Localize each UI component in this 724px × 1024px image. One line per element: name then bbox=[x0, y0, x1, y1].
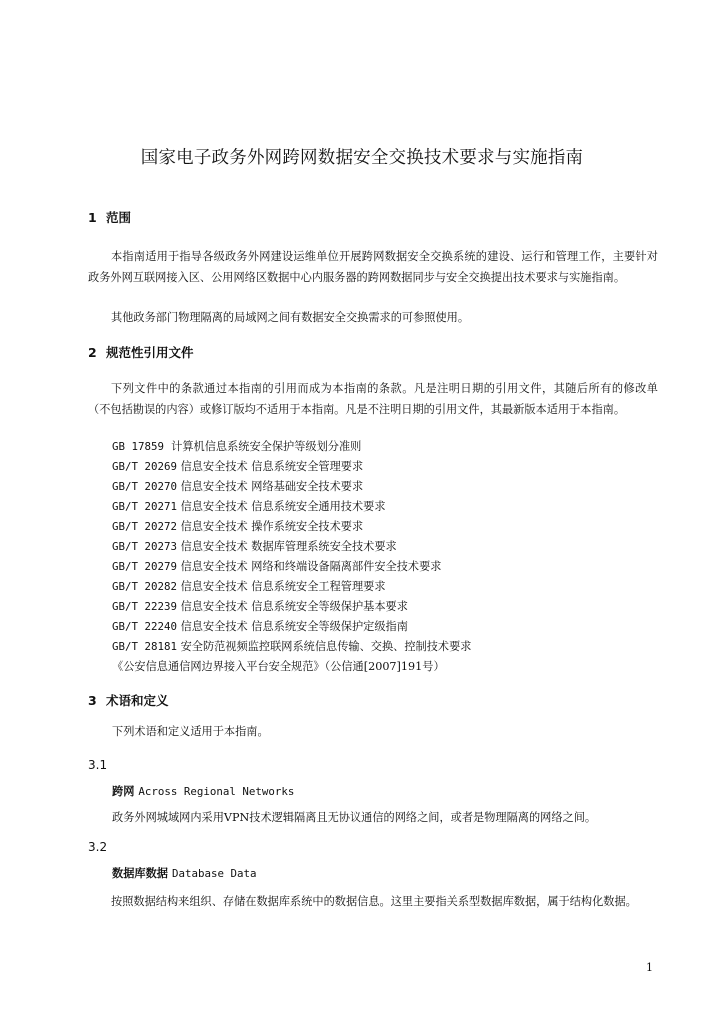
reference-item bbox=[112, 577, 386, 596]
terms-intro: 下列术语和定义适用于本指南。 bbox=[112, 725, 269, 738]
reference-name: 信息安全技术 信息系统安全等级保护基本要求 bbox=[180, 600, 408, 613]
reference-name: 信息安全技术 操作系统安全技术要求 bbox=[180, 520, 364, 533]
section-number: 2 bbox=[88, 345, 97, 360]
page-number: 1 bbox=[646, 961, 653, 974]
reference-name: 信息安全技术 数据库管理系统安全技术要求 bbox=[180, 540, 397, 553]
term-number: 3.2 bbox=[88, 840, 108, 854]
term-definition: 按照数据结构来组织、存储在数据库系统中的数据信息。这里主要指关系型数据库数据，属于结构化数据。 bbox=[111, 895, 637, 908]
term-heading bbox=[112, 866, 256, 882]
scope-paragraph: 其他政务部门物理隔离的局域网之间有数据安全交换需求的可参照使用。 bbox=[111, 311, 470, 324]
term-number: 3.1 bbox=[88, 758, 108, 772]
reference-item bbox=[112, 557, 441, 576]
term-en: Database Data bbox=[171, 867, 257, 880]
reference-name: 计算机信息系统安全保护等级划分准则 bbox=[171, 440, 362, 453]
reference-name: 信息安全技术 信息系统安全工程管理要求 bbox=[180, 580, 386, 593]
reference-code: GB/T 22239 bbox=[112, 600, 178, 613]
reference-item bbox=[112, 637, 471, 656]
section-2-heading bbox=[88, 345, 194, 361]
reference-item bbox=[112, 497, 386, 516]
reference-item bbox=[112, 617, 408, 636]
reference-code: GB/T 20271 bbox=[112, 500, 178, 513]
section-title: 范围 bbox=[106, 210, 132, 225]
reference-item bbox=[112, 517, 363, 536]
reference-name: 信息安全技术 信息系统安全等级保护定级指南 bbox=[180, 620, 408, 633]
term-definition: 政务外网城域网内采用VPN技术逻辑隔离且无协议通信的网络之间，或者是物理隔离的网络之间。 bbox=[112, 811, 597, 824]
section-number: 3 bbox=[88, 693, 97, 708]
reference-code: GB/T 20282 bbox=[112, 580, 178, 593]
reference-name: 信息安全技术 信息系统安全通用技术要求 bbox=[180, 500, 386, 513]
reference-code: GB 17859 bbox=[112, 440, 165, 453]
reference-code: GB/T 20272 bbox=[112, 520, 178, 533]
scope-paragraph: 本指南适用于指导各级政务外网建设运维单位开展跨网数据安全交换系统的建设、运行和管理工作，主要针对政务外网互联网接入区、公用网络区数据中心内服务器的跨网数据同步与安全交换提出技术要求与实施指南。 bbox=[88, 250, 658, 284]
reference-code: GB/T 20273 bbox=[112, 540, 178, 553]
section-1-heading bbox=[88, 210, 131, 226]
references-intro: 下列文件中的条款通过本指南的引用而成为本指南的条款。凡是注明日期的引用文件，其随后所有的修改单（不包括勘误的内容）或修订版均不适用于本指南。凡是不注明日期的引用文件，其最新版本适用于本指南。 bbox=[88, 382, 658, 416]
term-cn: 跨网 bbox=[112, 785, 135, 798]
term-en: Across Regional Networks bbox=[138, 785, 295, 798]
section-number: 1 bbox=[88, 210, 97, 225]
reference-item bbox=[112, 457, 363, 476]
reference-item bbox=[112, 437, 361, 456]
reference-item bbox=[112, 477, 363, 496]
reference-code: GB/T 22240 bbox=[112, 620, 178, 633]
term-heading bbox=[112, 784, 294, 800]
section-3-heading bbox=[88, 693, 169, 709]
reference-name: 安全防范视频监控联网系统信息传输、交换、控制技术要求 bbox=[180, 640, 472, 653]
section-title: 规范性引用文件 bbox=[106, 345, 194, 360]
reference-code: GB/T 20270 bbox=[112, 480, 178, 493]
reference-code: GB/T 20279 bbox=[112, 560, 178, 573]
reference-item bbox=[112, 537, 397, 556]
reference-code: GB/T 28181 bbox=[112, 640, 178, 653]
document-title: 国家电子政务外网跨网数据安全交换技术要求与实施指南 bbox=[140, 148, 584, 168]
reference-name: 信息安全技术 信息系统安全管理要求 bbox=[180, 460, 364, 473]
section-title: 术语和定义 bbox=[106, 693, 169, 708]
reference-item bbox=[112, 597, 408, 616]
reference-name: 信息安全技术 网络基础安全技术要求 bbox=[180, 480, 364, 493]
term-cn: 数据库数据 bbox=[112, 867, 168, 880]
reference-name: 信息安全技术 网络和终端设备隔离部件安全技术要求 bbox=[180, 560, 442, 573]
reference-code: GB/T 20269 bbox=[112, 460, 178, 473]
reference-item: 《公安信息通信网边界接入平台安全规范》（公信通[2007]191号） bbox=[112, 660, 445, 673]
